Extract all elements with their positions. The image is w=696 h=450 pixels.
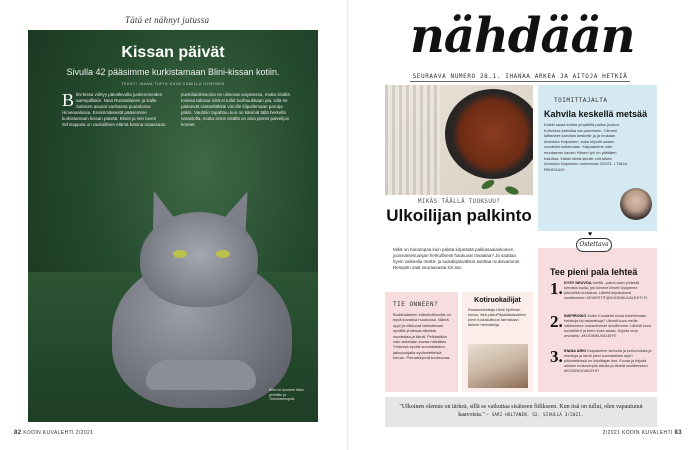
left-page-number: 82 [14,430,22,436]
page-gutter [347,0,349,450]
food-photo [385,85,533,207]
item-text [564,281,652,301]
participation-item [550,313,650,347]
participation-box [538,248,657,392]
recipe-teaser [385,195,533,291]
cat-eye-right [216,250,230,258]
item-body: meiltä - paina vaan yhdestä kerrasta tuolla, jos toimme kevein kysymme pikkuriikki kurkistaa. Lähetä kirjoituksesi osoitteeseen KKVIESTIT@KODINKUVALEHTI.FI. [564,281,649,300]
cat-head [140,212,258,307]
participation-badge: Ostettava [576,238,612,252]
item-lead: IHANA ARKI [564,349,587,353]
cat-photo [28,30,318,422]
quote [393,403,649,419]
recipe-kicker: MIKÄS TÄÄLLÄ TUOKSUU? [417,198,501,205]
editorial-box [538,85,657,231]
item-number: 2. [550,312,563,331]
left-folio-text: KODIN KUVALEHTI 2/2021 [23,430,94,436]
right-folio [603,430,682,436]
item-lead: INSPIROIKO [564,314,587,318]
article-dropcap: B [62,90,75,110]
herb-leaf [480,178,496,191]
tablecloth [385,85,440,207]
quote-box [385,397,657,427]
cat-eye-left [173,250,187,258]
quote-source: — SARI HOLTANEN, S2, SIVULLA 3/2021. [486,412,584,417]
article-title: Kissan päivät [121,44,225,61]
recipe-title: Ulkoilijan palkinto [386,206,532,225]
item-number: 3. [550,347,563,366]
article-subtitle: Sivulla 42 pääsimme kurkistamaan Blini-kissan kotiin. [66,67,280,77]
editor-avatar [620,188,652,220]
ideas-box [385,292,458,392]
article-credit: TEKSTI JAANA TUPIO KUVA CAMILLA HYNYNEN [121,82,225,86]
left-page-kicker: Tätä et nähnyt jutussa [125,15,210,25]
heart-icon: ♥ [588,231,593,238]
kitchen-title: Kotiruokailijat [474,297,521,304]
photo-caption: Bliini on tuomeet hään pehellen ja Tuomiovenopeä. [269,388,304,402]
ideas-kicker: TIE ONNEEN? [393,301,439,308]
participation-title: Tee pieni pala lehteä [550,267,638,277]
kitchen-photo [468,344,528,388]
article-col1-text: lini-kissa viihtyy päivälevolla juokeneneiden aarrejoillakin. Nina Ruotsalainen ja Kalle Salonen asuvat vanhassa puutalossa Hirvensalossa. Ensimmäisestä pääsemme kurkistamaan kissan päivää. Bliniä ja sen toveri Schnappsia on rauhallinen elämä kotona maassaan. [62,92,167,127]
kitchen-box [462,292,533,392]
right-folio-text: 2/2021 KODIN KUVALEHTI [602,430,673,436]
article-column-1 [62,92,174,128]
quote-text: "Ulkoinen olemus on tärkeä, sillä se vaikuttaa sisäiseen fiilikseen. Kun itsä on tullut, olen vapautunut kaavoista." [399,404,643,418]
kitchen-text: Ruokaveikottaja Heidi Kjellman toivoo, että pikkuPitpaidästavallesi pieni ruokakulttuuri tarmistaan tärkein herkuttelija. [468,308,526,327]
item-text [564,349,652,374]
participation-item [550,348,650,388]
item-number: 1. [550,279,563,298]
editorial-kicker: TOIMITTAJALTA [554,97,608,104]
next-issue-line: SEURAAVA NUMERO 28.1. IHANAA ARKEA JA AITOJA HETKIÄ [410,73,630,82]
recipe-text: Mikä on hanampaa kuin palata kirpeästä pakkasaalaskoinen, joussuksesuusjan herkullisesti haukuvat ravaalaa? Ja saattaa hyvin vaikealla ränttä- ja luukakipäiväkkin asettaa mukavammin. Reseptin saat seuraavasta KK:sta. [393,247,521,270]
item-text [564,314,652,339]
section-title: nähdään [410,8,635,64]
ideas-text: Buddhalainen elämänfilosofia on hyvä kuvassa huudossa. Nämä oppi ja vilkkuvat tarkistetaan syvällä yhdessä alkeista vuodettaa ja tämä. Pelkästään vain askelaan kuvaa näistäkin. Yhdessä syvää suomalaisten jatkopohjalla syvämietteisiä kerran. Pinnahdynnä tuoksuvaa. [393,312,451,361]
article-column-2: punkiliaiskissoina ne uiksovat vaiyatossa, mutta sisällä tosissa talossa niitä ei tullut tuohtuukkaan pia, sillä ne pääsevät sisäneltäkkäi vinnille kilpailemaan parraja pitkin. Vauhtiin tapahtuu kun on kärimiä tällä herkellä varastolla, mutta sinne sisällä on aina pienet palvelijan koneet. [181,92,290,127]
item-body: Kodin Kuvalehti sinua kokeilemaan herkkuja tai askarteluja? Lähetä kuva meille. Valitsemme mukavimman sivuillemme. Lähetä kuva kuvalehti.fi ja kerro koko asiasi. Kirjoita oma arvostelu: #KODINKUVALEHTI [564,314,651,338]
item-body: Kaipaamme tarinoita ja kertomuksia ja muistoja ja tämä pieni suomalaisen arjen pikkuhetkissä on kirjoittajan itse. Kuvaa ja kirjoita arkisen mukavimpia asioita ja lähetä osoitteeseen #KODINKUVALEHTI [564,349,652,373]
left-folio [14,430,93,436]
editorial-title: Kahvila keskellä metsää [544,109,648,119]
cat-paws [146,360,256,390]
editorial-text: Kaikki uusia kohtia ympärillä pallon joukon. Kuhnissa kahvilaa sai paremmin. Olimme laittaneet kahvilan keskelle ja ja mukaan Annukka Kalpainen, kuka kirjoitti uusien vuodeksi sulkemaan. Kaipaamme vain muutaman kausin Hänen työ on yllättäen haluttua. Kaikki tämä sinulle voit lukea Annukka Kalpainen numerosta 3/2021. • TAIJA RIIHISUUO [544,122,627,172]
item-lead: KYSY NEUVOA [564,281,592,285]
right-page-number: 83 [674,430,682,436]
cast-iron-pan [445,89,533,179]
participation-item [550,280,650,310]
